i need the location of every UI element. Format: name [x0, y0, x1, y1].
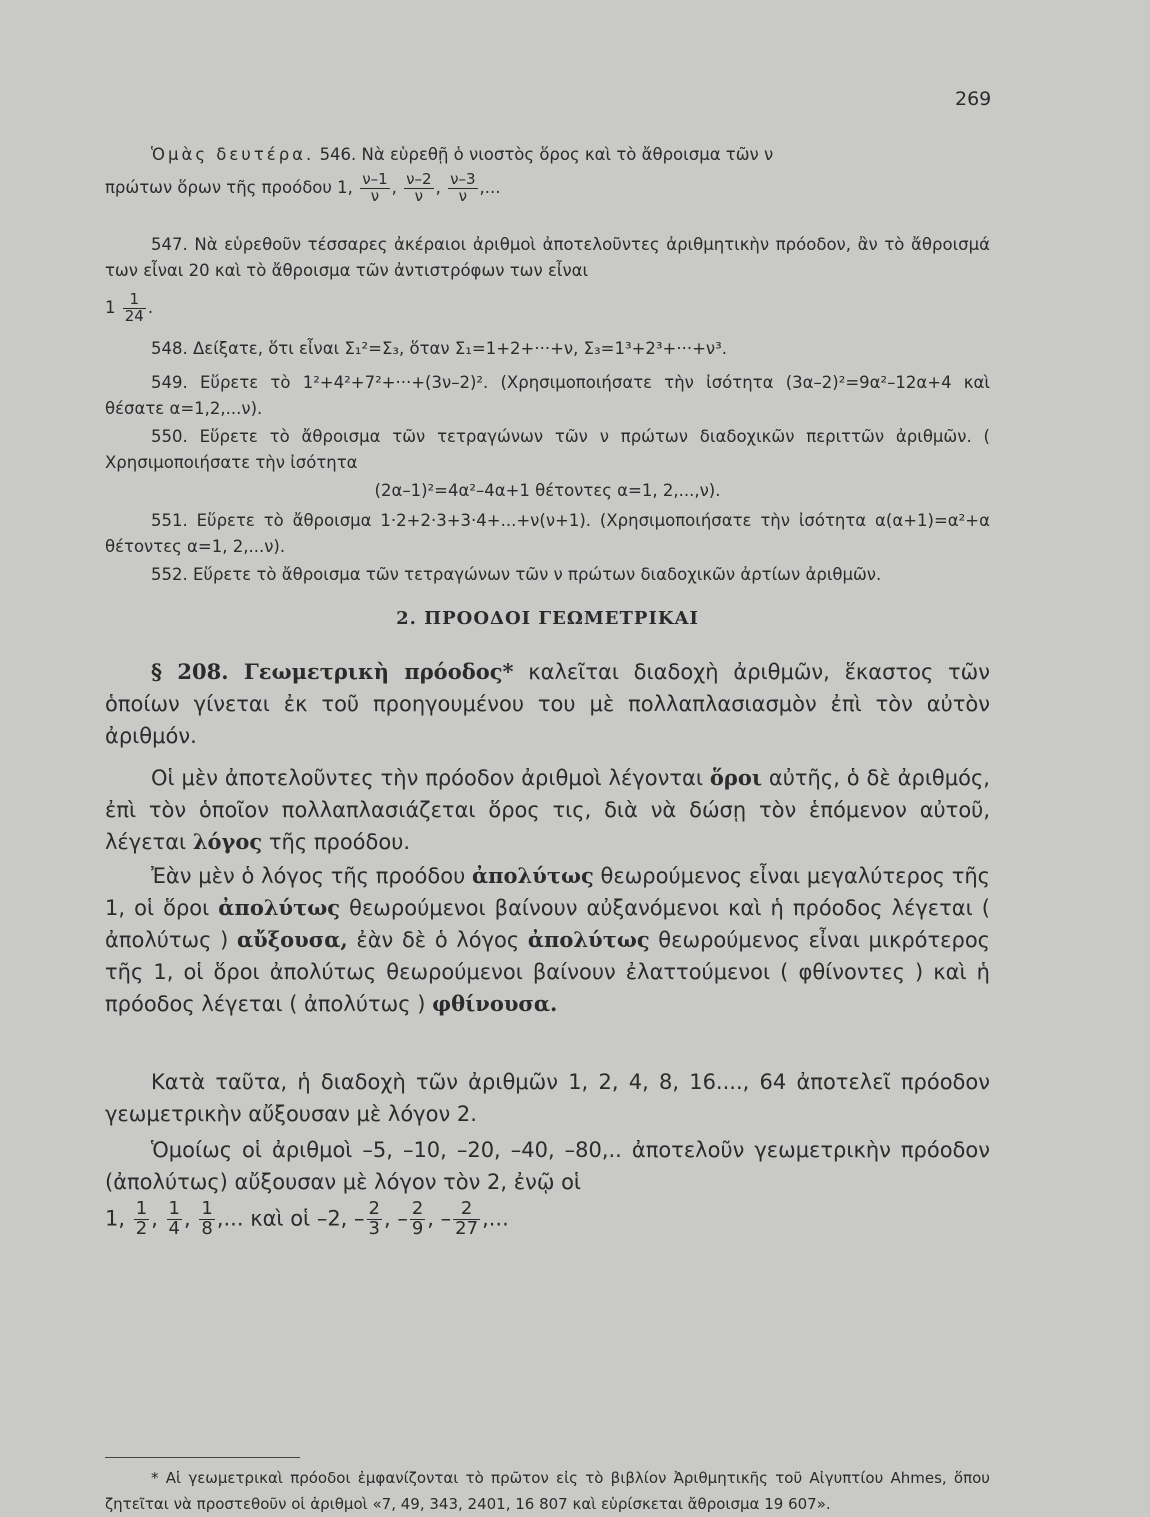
fraction: $\frac{1}{4}$: [168, 1198, 180, 1239]
exercise-552: 552. Εὕρετε τὸ ἄθροισμα τῶν τετραγώνων τῶν ν πρώτων διαδοχικῶν ἀρτίων ἀριθμῶν.: [151, 565, 882, 584]
exercise-551: 551. Εὕρετε τὸ ἄθροισμα 1·2+2·3+3·4+...+ν(ν+1). (Χρησιμοποιήσατε τὴν ἰσότητα α(α+1)=α²+α θέτοντες α=1, 2,...ν).: [105, 511, 990, 556]
fraction: $\frac{1}{2}$: [135, 1198, 148, 1239]
exercise-550-formula: (2α–1)²=4α²–4α+1 θέτοντες α=1, 2,...,ν).: [374, 481, 721, 500]
fraction: $\frac{1}{24}$: [124, 290, 144, 325]
paragraph-terms: Οἱ μὲν ἀποτελοῦντες τὴν πρόοδον ἀριθμοὶ λέγονται ὅροι αὐτῆς, ὁ δὲ ἀριθμός, ἐπὶ τὸν ὁποῖον πολλαπλασιάζεται ὅρος τις, διὰ νὰ δώσῃ τὸν ἑπόμενον αὐτοῦ, λέγεται λόγος τῆς προόδου.: [105, 765, 990, 854]
page-number: 269: [955, 88, 992, 110]
exercise-546-tail: ,...: [479, 177, 501, 197]
exercise-547-value: [105, 292, 990, 325]
footnote-divider: [105, 1457, 300, 1458]
exercise-550: 550. Εὕρετε τὸ ἄθροισμα τῶν τετραγώνων τῶν ν πρώτων διαδοχικῶν περιττῶν ἀριθμῶν. ( Χρησιμοποιήσατε τὴν ἰσότητα: [105, 427, 990, 472]
definition-text: καλεῖται διαδοχὴ ἀριθμῶν, ἕκαστος τῶν ὁποίων γίνεται ἐκ τοῦ προηγουμένου του μὲ πολλαπλασιασμὸν ἐπὶ τὸν αὐτὸν ἀριθμόν.: [105, 660, 990, 748]
exercise-546: [105, 142, 990, 168]
fraction: $\frac{\nu-2}{\nu}$: [406, 170, 432, 205]
paragraph-208: [105, 656, 990, 752]
exercise-546-line2: πρώτων ὅρων τῆς προόδου 1, $\frac{\nu-1}{\nu}$ , $\frac{\nu-2}{\nu}$ , $\frac{\nu-3}{\nu}$ ,...: [105, 170, 501, 205]
exercise-547: [105, 232, 990, 284]
example-2-fractions: 1, $\frac{1}{2}$ , $\frac{1}{4}$ , $\frac{1}{8}$ ,... καὶ οἱ –2, – $\frac{2}{3}$ , – $\frac{2}{9}$ , – $\frac{2}{27}$ ,...: [105, 1198, 509, 1239]
fraction: $\frac{\nu-1}{\nu}$: [362, 170, 388, 205]
exercise-549: 549. Εὕρετε τὸ 1²+4²+7²+···+(3ν–2)². (Χρησιμοποιήσατε τὴν ἰσότητα (3α–2)²=9α²–12α+4 καὶ θέσατε α=1,2,...ν).: [105, 373, 990, 418]
fraction: $\frac{2}{3}$: [368, 1198, 380, 1239]
paragraph-example-1: Κατὰ ταῦτα, ἡ διαδοχὴ τῶν ἀριθμῶν 1, 2, 4, 8, 16...., 64 ἀποτελεῖ πρόοδον γεωμετρικὴν αὔξουσαν μὲ λόγον 2.: [105, 1070, 990, 1126]
fraction: $\frac{2}{27}$: [455, 1198, 479, 1239]
exercise-546-text: 546. Νὰ εὑρεθῇ ὁ νιοστὸς ὅρος καὶ τὸ ἄθροισμα τῶν ν: [319, 145, 774, 164]
exercise-547-text: 547. Νὰ εὑρεθοῦν τέσσαρες ἀκέραιοι ἀριθμοὶ ἀποτελοῦντες ἀριθμητικὴν πρόοδον, ἂν τὸ ἄθροισμά των εἶναι 20 καὶ τὸ ἄθροισμα τῶν ἀντιστρόφων των εἶναι: [105, 235, 990, 280]
fraction: $\frac{2}{9}$: [411, 1198, 424, 1239]
definition-label: § 208. Γεωμετρικὴ πρόοδος*: [151, 659, 514, 684]
term-apolytos: ἀπολύτως: [218, 895, 341, 920]
exercise-546-prefix: πρώτων ὅρων τῆς προόδου 1,: [105, 177, 353, 197]
term-apolytos: ἀπολύτως: [472, 863, 594, 888]
paragraph-example-2: Ὁμοίως οἱ ἀριθμοὶ –5, –10, –20, –40, –80,.. ἀποτελοῦν γεωμετρικὴν πρόοδον (ἀπολύτως) αὔξουσαν μὲ λόγον τὸν 2, ἐνῷ οἱ: [105, 1138, 990, 1194]
fraction: $\frac{1}{8}$: [201, 1198, 213, 1239]
term-logos: λόγος: [192, 829, 263, 854]
exercise-548: 548. Δείξατε, ὅτι εἶναι Σ₁²=Σ₃, ὅταν Σ₁=1+2+···+ν, Σ₃=1³+2³+···+ν³.: [151, 339, 728, 358]
term-phthinousa: φθίνουσα.: [432, 991, 558, 1016]
group-label: Ὁμὰς δευτέρα.: [151, 145, 315, 164]
period: .: [147, 297, 154, 317]
term-auxousa: αὔξουσα,: [237, 927, 348, 952]
footnote: * Αἱ γεωμετρικαὶ πρόοδοι ἐμφανίζονται τὸ πρῶτον εἰς τὸ βιβλίον Ἀριθμητικῆς τοῦ Αἰγυπτίου Ahmes, ὅπου ζητεῖται νὰ προστεθοῦν οἱ ἀριθμοὶ «7, 49, 343, 2401, 16 807 καὶ εὑρίσκεται ἄθροισμα 19 607».: [105, 1469, 990, 1513]
section-heading: 2. ΠΡΟΟΔΟΙ ΓΕΩΜΕΤΡΙΚΑΙ: [396, 608, 699, 629]
paragraph-absolute: Ἐὰν μὲν ὁ λόγος τῆς προόδου ἀπολύτως θεωρούμενος εἶναι μεγαλύτερος τῆς 1, οἱ ὅροι ἀπολύτως θεωρούμενοι βαίνουν αὐξανόμενοι καὶ ἡ πρόοδος λέγεται ( ἀπολύτως ) αὔξουσα, ἐὰν δὲ ὁ λόγος ἀπολύτως θεωρούμενος εἶναι μικρότερος τῆς 1, οἱ ὅροι ἀπολύτως θεωρούμενοι βαίνουν ἐλαττούμενοι ( φθίνοντες ) καὶ ἡ πρόοδος λέγεται ( ἀπολύτως ) φθίνουσα.: [105, 863, 990, 1016]
fraction: $\frac{\nu-3}{\nu}$: [450, 170, 476, 205]
term-apolytos: ἀπολύτως: [527, 927, 650, 952]
term-oroi: ὅροι: [709, 765, 763, 790]
mixed-number-whole: 1: [105, 297, 116, 317]
